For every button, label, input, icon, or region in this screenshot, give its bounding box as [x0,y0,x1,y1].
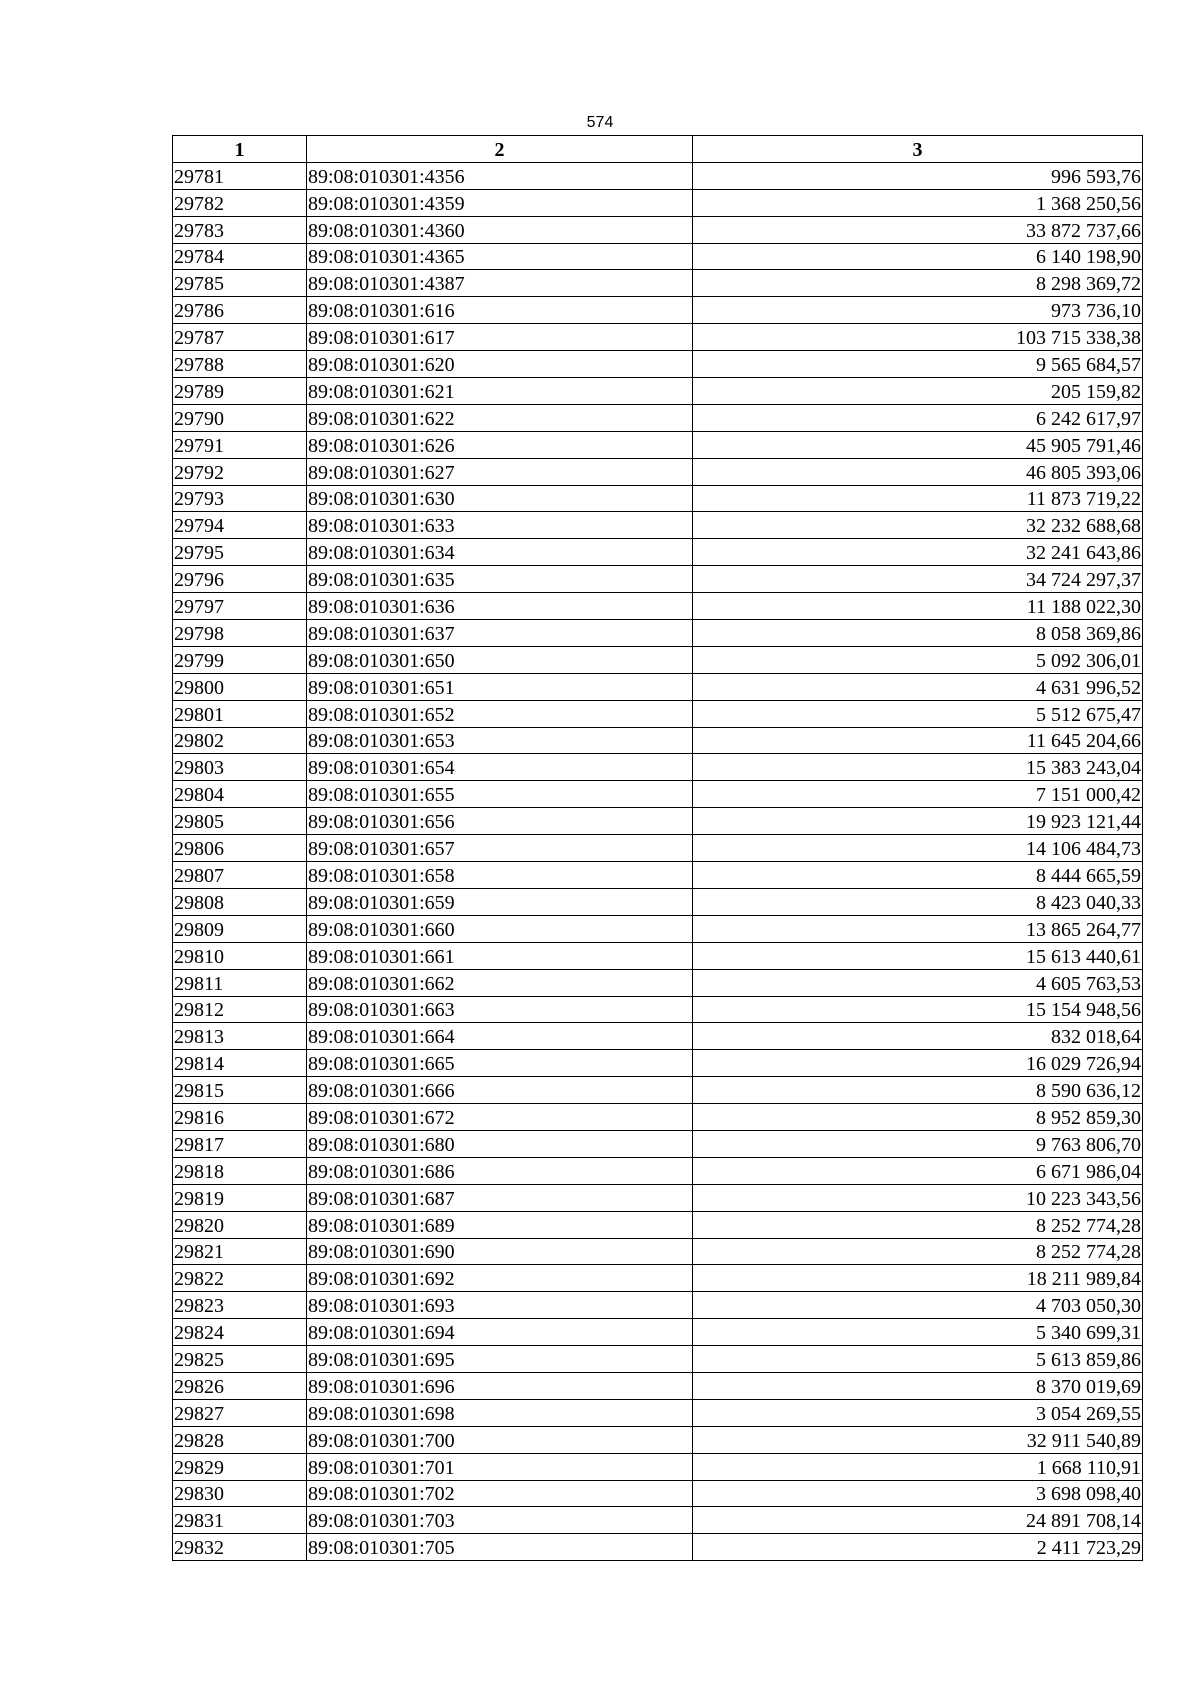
cadastral-number-cell: 89:08:010301:651 [307,673,693,700]
row-number-cell: 29795 [173,539,307,566]
row-number-cell: 29796 [173,566,307,593]
value-cell: 14 106 484,73 [693,835,1143,862]
value-cell: 8 252 774,28 [693,1211,1143,1238]
cadastral-number-cell: 89:08:010301:657 [307,835,693,862]
cadastral-number-cell: 89:08:010301:664 [307,1023,693,1050]
table-row [173,996,1143,1023]
cadastral-number-cell: 89:08:010301:690 [307,1238,693,1265]
table-row [173,727,1143,754]
value-cell: 973 736,10 [693,297,1143,324]
table-row [173,485,1143,512]
table-row [173,1480,1143,1507]
value-cell: 1 368 250,56 [693,189,1143,216]
cadastral-number-cell: 89:08:010301:696 [307,1372,693,1399]
row-number-cell: 29787 [173,324,307,351]
value-cell: 996 593,76 [693,162,1143,189]
value-cell: 3 698 098,40 [693,1480,1143,1507]
cadastral-number-cell: 89:08:010301:633 [307,512,693,539]
data-table [172,135,1143,1561]
value-cell: 103 715 338,38 [693,324,1143,351]
table-body [173,162,1143,1560]
row-number-cell: 29827 [173,1399,307,1426]
value-cell: 15 154 948,56 [693,996,1143,1023]
row-number-cell: 29782 [173,189,307,216]
cadastral-number-cell: 89:08:010301:635 [307,566,693,593]
value-cell: 13 865 264,77 [693,915,1143,942]
row-number-cell: 29792 [173,458,307,485]
table-row [173,1453,1143,1480]
value-cell: 9 565 684,57 [693,351,1143,378]
value-cell: 4 605 763,53 [693,969,1143,996]
table-row [173,1426,1143,1453]
cadastral-number-cell: 89:08:010301:658 [307,862,693,889]
row-number-cell: 29802 [173,727,307,754]
cadastral-number-cell: 89:08:010301:622 [307,404,693,431]
value-cell: 6 242 617,97 [693,404,1143,431]
row-number-cell: 29784 [173,243,307,270]
cadastral-number-cell: 89:08:010301:4365 [307,243,693,270]
table-row [173,1130,1143,1157]
cadastral-number-cell: 89:08:010301:620 [307,351,693,378]
table-row [173,1157,1143,1184]
table-row [173,512,1143,539]
row-number-cell: 29811 [173,969,307,996]
cadastral-number-cell: 89:08:010301:666 [307,1077,693,1104]
table-row [173,673,1143,700]
value-cell: 34 724 297,37 [693,566,1143,593]
row-number-cell: 29817 [173,1130,307,1157]
cadastral-number-cell: 89:08:010301:705 [307,1534,693,1561]
cadastral-number-cell: 89:08:010301:636 [307,593,693,620]
value-cell: 8 423 040,33 [693,888,1143,915]
value-cell: 5 092 306,01 [693,646,1143,673]
row-number-cell: 29829 [173,1453,307,1480]
table-row [173,189,1143,216]
table-row [173,1346,1143,1373]
value-cell: 2 411 723,29 [693,1534,1143,1561]
row-number-cell: 29791 [173,431,307,458]
cadastral-number-cell: 89:08:010301:621 [307,378,693,405]
row-number-cell: 29824 [173,1319,307,1346]
row-number-cell: 29826 [173,1372,307,1399]
value-cell: 4 703 050,30 [693,1292,1143,1319]
table-row [173,431,1143,458]
table-row [173,942,1143,969]
row-number-cell: 29789 [173,378,307,405]
cadastral-number-cell: 89:08:010301:700 [307,1426,693,1453]
cadastral-number-cell: 89:08:010301:686 [307,1157,693,1184]
row-number-cell: 29831 [173,1507,307,1534]
cadastral-number-cell: 89:08:010301:663 [307,996,693,1023]
value-cell: 8 058 369,86 [693,620,1143,647]
cadastral-number-cell: 89:08:010301:634 [307,539,693,566]
cadastral-number-cell: 89:08:010301:626 [307,431,693,458]
value-cell: 32 241 643,86 [693,539,1143,566]
table-row [173,458,1143,485]
row-number-cell: 29808 [173,888,307,915]
table-row [173,539,1143,566]
cadastral-number-cell: 89:08:010301:4359 [307,189,693,216]
header-row [173,136,1143,163]
table-row [173,1023,1143,1050]
cadastral-number-cell: 89:08:010301:701 [307,1453,693,1480]
table-row [173,593,1143,620]
cadastral-number-cell: 89:08:010301:656 [307,808,693,835]
value-cell: 11 645 204,66 [693,727,1143,754]
row-number-cell: 29820 [173,1211,307,1238]
row-number-cell: 29781 [173,162,307,189]
table-row [173,270,1143,297]
table-row [173,1238,1143,1265]
cadastral-number-cell: 89:08:010301:698 [307,1399,693,1426]
table-row [173,1372,1143,1399]
table-header [173,136,1143,163]
value-cell: 8 370 019,69 [693,1372,1143,1399]
row-number-cell: 29785 [173,270,307,297]
cadastral-number-cell: 89:08:010301:660 [307,915,693,942]
row-number-cell: 29819 [173,1184,307,1211]
value-cell: 15 613 440,61 [693,942,1143,969]
value-cell: 8 298 369,72 [693,270,1143,297]
value-cell: 33 872 737,66 [693,216,1143,243]
row-number-cell: 29804 [173,781,307,808]
table-row [173,1265,1143,1292]
table-row [173,243,1143,270]
value-cell: 9 763 806,70 [693,1130,1143,1157]
cadastral-number-cell: 89:08:010301:659 [307,888,693,915]
cadastral-number-cell: 89:08:010301:655 [307,781,693,808]
row-number-cell: 29794 [173,512,307,539]
row-number-cell: 29803 [173,754,307,781]
row-number-cell: 29813 [173,1023,307,1050]
cadastral-number-cell: 89:08:010301:702 [307,1480,693,1507]
value-cell: 11 188 022,30 [693,593,1143,620]
cadastral-number-cell: 89:08:010301:672 [307,1104,693,1131]
cadastral-number-cell: 89:08:010301:627 [307,458,693,485]
page-number: 574 [586,114,614,131]
value-cell: 5 512 675,47 [693,700,1143,727]
row-number-cell: 29816 [173,1104,307,1131]
value-cell: 8 952 859,30 [693,1104,1143,1131]
column-header-2: 2 [307,136,693,163]
cadastral-number-cell: 89:08:010301:680 [307,1130,693,1157]
table-row [173,297,1143,324]
value-cell: 24 891 708,14 [693,1507,1143,1534]
cadastral-number-cell: 89:08:010301:665 [307,1050,693,1077]
value-cell: 5 340 699,31 [693,1319,1143,1346]
cadastral-number-cell: 89:08:010301:703 [307,1507,693,1534]
cadastral-number-cell: 89:08:010301:617 [307,324,693,351]
value-cell: 3 054 269,55 [693,1399,1143,1426]
table-row [173,1104,1143,1131]
row-number-cell: 29832 [173,1534,307,1561]
row-number-cell: 29822 [173,1265,307,1292]
value-cell: 19 923 121,44 [693,808,1143,835]
value-cell: 8 444 665,59 [693,862,1143,889]
row-number-cell: 29793 [173,485,307,512]
cadastral-number-cell: 89:08:010301:692 [307,1265,693,1292]
cadastral-number-cell: 89:08:010301:653 [307,727,693,754]
table-row [173,378,1143,405]
row-number-cell: 29800 [173,673,307,700]
table-row [173,1399,1143,1426]
row-number-cell: 29823 [173,1292,307,1319]
table-row [173,646,1143,673]
cadastral-number-cell: 89:08:010301:693 [307,1292,693,1319]
row-number-cell: 29810 [173,942,307,969]
cadastral-number-cell: 89:08:010301:695 [307,1346,693,1373]
row-number-cell: 29788 [173,351,307,378]
value-cell: 45 905 791,46 [693,431,1143,458]
row-number-cell: 29807 [173,862,307,889]
table-row [173,1534,1143,1561]
value-cell: 4 631 996,52 [693,673,1143,700]
table-row [173,1077,1143,1104]
row-number-cell: 29825 [173,1346,307,1373]
row-number-cell: 29801 [173,700,307,727]
value-cell: 8 590 636,12 [693,1077,1143,1104]
row-number-cell: 29818 [173,1157,307,1184]
cadastral-number-cell: 89:08:010301:689 [307,1211,693,1238]
row-number-cell: 29790 [173,404,307,431]
row-number-cell: 29798 [173,620,307,647]
table-row [173,808,1143,835]
table-row [173,781,1143,808]
table-row [173,915,1143,942]
table-row [173,1319,1143,1346]
cadastral-number-cell: 89:08:010301:4356 [307,162,693,189]
cadastral-number-cell: 89:08:010301:630 [307,485,693,512]
table-row [173,862,1143,889]
row-number-cell: 29806 [173,835,307,862]
cadastral-number-cell: 89:08:010301:4360 [307,216,693,243]
cadastral-number-cell: 89:08:010301:650 [307,646,693,673]
value-cell: 15 383 243,04 [693,754,1143,781]
table-row [173,1184,1143,1211]
row-number-cell: 29799 [173,646,307,673]
table-row [173,1292,1143,1319]
cadastral-number-cell: 89:08:010301:637 [307,620,693,647]
row-number-cell: 29783 [173,216,307,243]
row-number-cell: 29828 [173,1426,307,1453]
table-row [173,700,1143,727]
value-cell: 16 029 726,94 [693,1050,1143,1077]
value-cell: 46 805 393,06 [693,458,1143,485]
table-row [173,1507,1143,1534]
row-number-cell: 29805 [173,808,307,835]
value-cell: 7 151 000,42 [693,781,1143,808]
value-cell: 6 671 986,04 [693,1157,1143,1184]
value-cell: 5 613 859,86 [693,1346,1143,1373]
value-cell: 10 223 343,56 [693,1184,1143,1211]
table-row [173,1211,1143,1238]
row-number-cell: 29814 [173,1050,307,1077]
cadastral-number-cell: 89:08:010301:4387 [307,270,693,297]
value-cell: 1 668 110,91 [693,1453,1143,1480]
table-row [173,162,1143,189]
value-cell: 32 232 688,68 [693,512,1143,539]
table-row [173,324,1143,351]
table-row [173,216,1143,243]
cadastral-number-cell: 89:08:010301:662 [307,969,693,996]
row-number-cell: 29821 [173,1238,307,1265]
cadastral-number-cell: 89:08:010301:652 [307,700,693,727]
table-row [173,566,1143,593]
cadastral-number-cell: 89:08:010301:661 [307,942,693,969]
value-cell: 18 211 989,84 [693,1265,1143,1292]
row-number-cell: 29786 [173,297,307,324]
cadastral-number-cell: 89:08:010301:694 [307,1319,693,1346]
table-row [173,1050,1143,1077]
value-cell: 32 911 540,89 [693,1426,1143,1453]
row-number-cell: 29815 [173,1077,307,1104]
table-row [173,835,1143,862]
table-row [173,969,1143,996]
row-number-cell: 29812 [173,996,307,1023]
table-row [173,620,1143,647]
table-row [173,754,1143,781]
row-number-cell: 29809 [173,915,307,942]
row-number-cell: 29830 [173,1480,307,1507]
value-cell: 205 159,82 [693,378,1143,405]
column-header-1: 1 [173,136,307,163]
column-header-3: 3 [693,136,1143,163]
table-row [173,351,1143,378]
row-number-cell: 29797 [173,593,307,620]
value-cell: 11 873 719,22 [693,485,1143,512]
value-cell: 6 140 198,90 [693,243,1143,270]
cadastral-number-cell: 89:08:010301:687 [307,1184,693,1211]
table-row [173,888,1143,915]
value-cell: 8 252 774,28 [693,1238,1143,1265]
table-row [173,404,1143,431]
value-cell: 832 018,64 [693,1023,1143,1050]
cadastral-number-cell: 89:08:010301:654 [307,754,693,781]
cadastral-number-cell: 89:08:010301:616 [307,297,693,324]
